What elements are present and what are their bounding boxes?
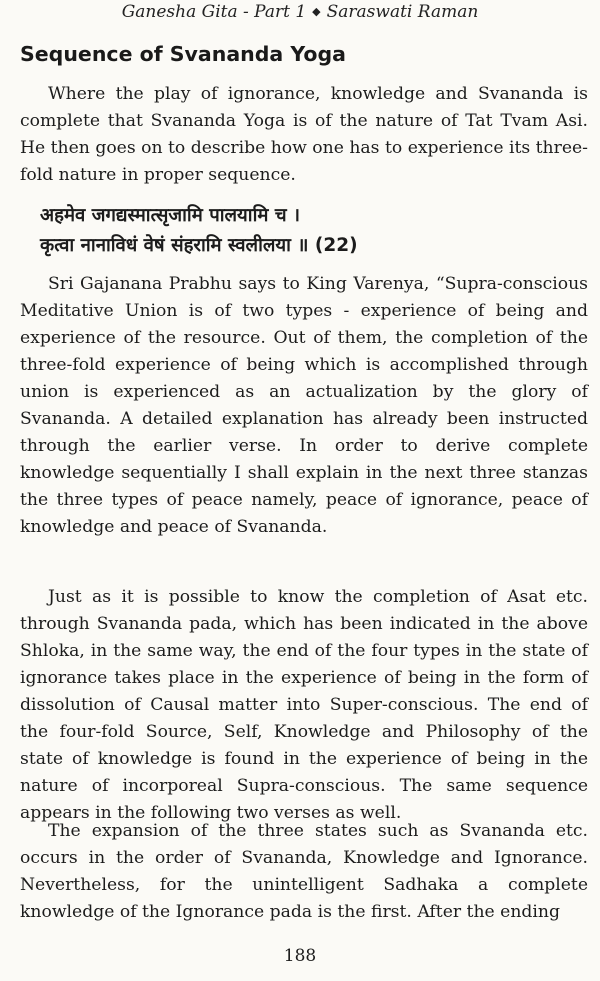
page-number: 188 — [283, 946, 317, 966]
section-title: Sequence of Svananda Yoga — [20, 42, 346, 66]
body-paragraph-3: Just as it is possible to know the completion of Asat etc. through Svananda pada, which has been indicated in the above Shloka, in the same way, the end of the four types in the state of ignorance takes place in the experience of being in the form of dissolution of Causal matter into Super-conscious. The end of the four-fold Source, Self, Knowledge and Philosophy of the state of knowledge is found in the experience of being in the nature of incorporeal Supra-conscious. The same sequence appears in the following two verses as well. — [20, 587, 588, 823]
shloka-line-2: कृत्वा नानाविधं वेषं संहरामि स्वलीलया ॥ (22) — [40, 235, 358, 256]
body-paragraph-4: The expansion of the three states such as Svananda etc. occurs in the order of Svananda, Knowledge and Ignorance. Nevertheless, for the unintelligent Sadhaka a complete knowledge of the Ignorance pada is the first. After the ending — [20, 821, 588, 922]
book-title: Ganesha Gita - Part 1 — [121, 2, 307, 22]
author-name: Saraswati Raman — [326, 2, 479, 22]
running-header — [0, 2, 600, 22]
diamond-separator-icon: ◆ — [312, 5, 321, 18]
intro-paragraph: Where the play of ignorance, knowledge and Svananda is complete that Svananda Yoga is of the nature of Tat Tvam Asi. He then goes on to describe how one has to experience its three-fold nature in proper sequence. — [20, 84, 588, 185]
shloka-line-1: अहमेव जगद्यस्मात्सृजामि पालयामि च । — [40, 205, 301, 226]
body-paragraph-2: Sri Gajanana Prabhu says to King Varenya, “Supra-conscious Meditative Union is of two types - experience of being and experience of the resource. Out of them, the completion of the three-fold experience of being which is accomplished through union is experienced as an actualization by the glory of Svananda. A detailed explanation has already been instructed through the earlier verse. In order to derive complete knowledge sequentially I shall explain in the next three stanzas the three types of peace namely, peace of ignorance, peace of knowledge and peace of Svananda. — [20, 274, 588, 537]
